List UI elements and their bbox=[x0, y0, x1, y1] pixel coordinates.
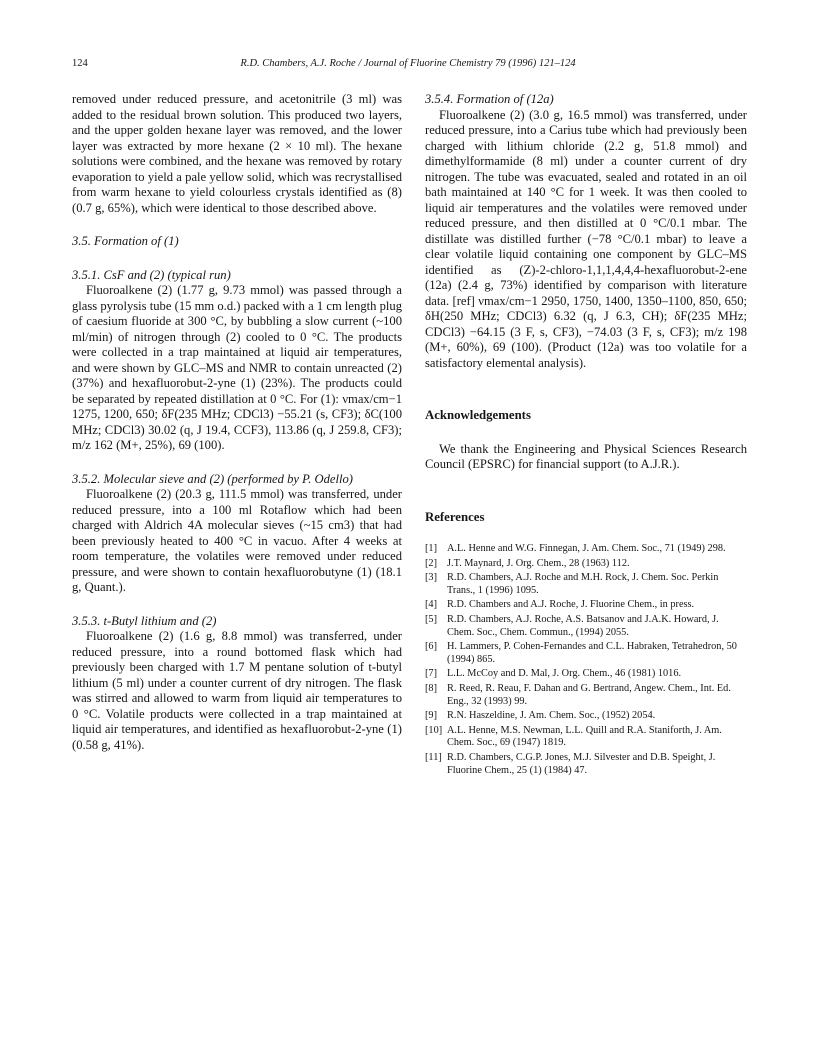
reference-number: [2] bbox=[425, 557, 438, 569]
reference-item bbox=[425, 572, 747, 597]
section-3-5-heading: 3.5. Formation of (1) bbox=[72, 234, 179, 248]
section-3-5-1-body: Fluoroalkene (2) (1.77 g, 9.73 mmol) was passed through a glass pyrolysis tube (15 mm o.d.) packed with a 1 cm length plug of caesium fluoride at 300 °C, by bubbling a slow current (~100 ml/min) of nitrogen through (2) cooled to 0 °C. The products were collected in a trap maintained at liquid air temperatures, and were shown by GLC–MS and NMR to contain unreacted (2) (37%) and hexafluorobut-2-yne (1) (23%). The products could be separated by repeated distillation at 0 °C. For (1): νmax/cm−1 1275, 1200, 650; δF(235 MHz; CDCl3) −55.21 (s, CF3); δC(100 MHz; CDCl3) 30.02 (q, J 19.4, CCF3), 113.86 (q, J 259.8, CF3); m/z 162 (M+, 25%), 69 (100). bbox=[72, 283, 402, 452]
reference-text: R. Reed, R. Reau, F. Dahan and G. Bertrand, Angew. Chem., Int. Ed. Eng., 32 (1993) 99. bbox=[447, 682, 731, 707]
reference-text: J.T. Maynard, J. Org. Chem., 28 (1963) 112. bbox=[447, 557, 630, 569]
section-3-5-2-body: Fluoroalkene (2) (20.3 g, 111.5 mmol) was transferred, under reduced pressure, into a 100 ml Rotaflow which had been charged with Aldrich 4A molecular sieves (~15 cm3) that had been previously heated to 400 °C in vacuo. After 4 weeks at room temperature, the volatiles were removed under reduced pressure, and were shown to contain hexafluorobutyne (1) (18.1 g, Quant.). bbox=[72, 487, 402, 594]
reference-text: R.D. Chambers, C.G.P. Jones, M.J. Silvester and D.B. Speight, J. Fluorine Chem., 25 (1) (1984) 47. bbox=[447, 751, 716, 776]
reference-text: A.L. Henne, M.S. Newman, L.L. Quill and R.A. Staniforth, J. Am. Chem. Soc., 69 (1947) 1819. bbox=[447, 724, 722, 749]
section-3-5-4-heading: 3.5.4. Formation of (12a) bbox=[425, 92, 554, 106]
page-number: 124 bbox=[72, 58, 88, 69]
right-column bbox=[425, 92, 747, 779]
reference-number: [3] bbox=[425, 572, 438, 584]
reference-number: [5] bbox=[425, 613, 438, 625]
reference-item bbox=[425, 668, 747, 681]
reference-item bbox=[425, 683, 747, 708]
reference-text: L.L. McCoy and D. Mal, J. Org. Chem., 46 (1981) 1016. bbox=[447, 668, 682, 680]
reference-item bbox=[425, 599, 747, 612]
references-heading: References bbox=[425, 509, 485, 524]
reference-text: R.N. Haszeldine, J. Am. Chem. Soc., (1952) 2054. bbox=[447, 710, 656, 722]
reference-item bbox=[425, 614, 747, 639]
reference-item bbox=[425, 558, 747, 571]
reference-item bbox=[425, 641, 747, 666]
reference-text: R.D. Chambers, A.J. Roche and M.H. Rock, J. Chem. Soc. Perkin Trans., 1 (1996) 1095. bbox=[447, 572, 719, 596]
continued-paragraph: removed under reduced pressure, and acetonitrile (3 ml) was added to the residual brown solution. This produced two layers, and the upper golden hexane layer was removed, and the lower layer was extracted by more hexane (2 × 10 ml). The hexane solutions were combined, and the hexane was removed by rotary evaporation to yield a pale yellow solid, which was recrystallised from warm hexane to yield colourless crystals identified as (8) (0.7 g, 65%), which were identical to those described above. bbox=[72, 92, 402, 215]
reference-text: R.D. Chambers, A.J. Roche, A.S. Batsanov and J.A.K. Howard, J. Chem. Soc., Chem. Commun., (1994) 2055. bbox=[447, 613, 719, 638]
reference-text: H. Lammers, P. Cohen-Fernandes and C.L. Habraken, Tetrahedron, 50 (1994) 865. bbox=[447, 641, 737, 665]
section-3-5-1-heading: 3.5.1. CsF and (2) (typical run) bbox=[72, 267, 231, 282]
reference-item bbox=[425, 710, 747, 723]
acknowledgements-body: We thank the Engineering and Physical Sciences Research Council (EPSRC) for financial support (to A.J.R.). bbox=[425, 441, 747, 471]
reference-number: [7] bbox=[425, 668, 438, 680]
section-3-5-4-body: Fluoroalkene (2) (3.0 g, 16.5 mmol) was transferred, under reduced pressure, into a Carius tube which had previously been charged with lithium chloride (2.2 g, 51.8 mmol) and dimethylformamide (8 ml) under a counter current of dry nitrogen. The tube was evacuated, sealed and rotated in an oil bath maintained at 140 °C for 1 week. It was then cooled to liquid air temperatures and the volatiles were removed under reduced pressure, and then distilled at 0 °C/0.1 mbar. The distillate was distilled further (−78 °C/0.1 mbar) to leave a clear volatile liquid containing one component by GLC–MS identified as (Z)-2-chloro-1,1,1,4,4,4-hexafluorobut-2-ene (12a) (2.4 g, 73%) identified by comparison with literature data. [ref] νmax/cm−1 2950, 1750, 1400, 1350–1100, 850, 650; δH(250 MHz; CDCl3) 6.32 (q, J 6.3, CH); δF(235 MHz; CDCl3) −64.15 (3 F, s, CF3), −74.03 (3 F, s, CF3); m/z 198 (M+, 60%), 69 (100). (Product (12a) was too volatile for a satisfactory elemental analysis). bbox=[425, 107, 747, 370]
reference-number: [11] bbox=[425, 751, 442, 763]
running-head: R.D. Chambers, A.J. Roche / Journal of Fluorine Chemistry 79 (1996) 121–124 bbox=[240, 58, 576, 69]
reference-number: [4] bbox=[425, 599, 438, 611]
reference-text: R.D. Chambers and A.J. Roche, J. Fluorine Chem., in press. bbox=[447, 599, 695, 611]
reference-number: [6] bbox=[425, 641, 438, 653]
section-3-5-3-body: Fluoroalkene (2) (1.6 g, 8.8 mmol) was transferred, under reduced pressure, into a round bottomed flask which had previously been charged with 1.7 M pentane solution of t-butyl lithium (5 ml) under a counter current of dry nitrogen. The flask was stirred and allowed to warm from liquid air temperatures to 0 °C. Volatile products were collected in a trap maintained at liquid air temperatures, and identified as hexafluorobut-2-yne (1) (0.58 g, 41%). bbox=[72, 629, 402, 752]
reference-item bbox=[425, 752, 747, 777]
acknowledgements-heading: Acknowledgements bbox=[425, 408, 531, 422]
reference-item bbox=[425, 543, 747, 556]
reference-number: [1] bbox=[425, 543, 438, 554]
reference-item bbox=[425, 725, 747, 750]
left-column bbox=[72, 92, 402, 753]
section-3-5-3-heading: 3.5.3. t-Butyl lithium and (2) bbox=[72, 613, 217, 628]
reference-text: A.L. Henne and W.G. Finnegan, J. Am. Chem. Soc., 71 (1949) 298. bbox=[447, 543, 726, 554]
section-3-5-2-heading: 3.5.2. Molecular sieve and (2) (performed by P. Odello) bbox=[72, 471, 353, 486]
reference-number: [8] bbox=[425, 682, 438, 694]
references-list bbox=[425, 543, 747, 777]
reference-number: [10] bbox=[425, 724, 443, 736]
reference-number: [9] bbox=[425, 710, 438, 722]
